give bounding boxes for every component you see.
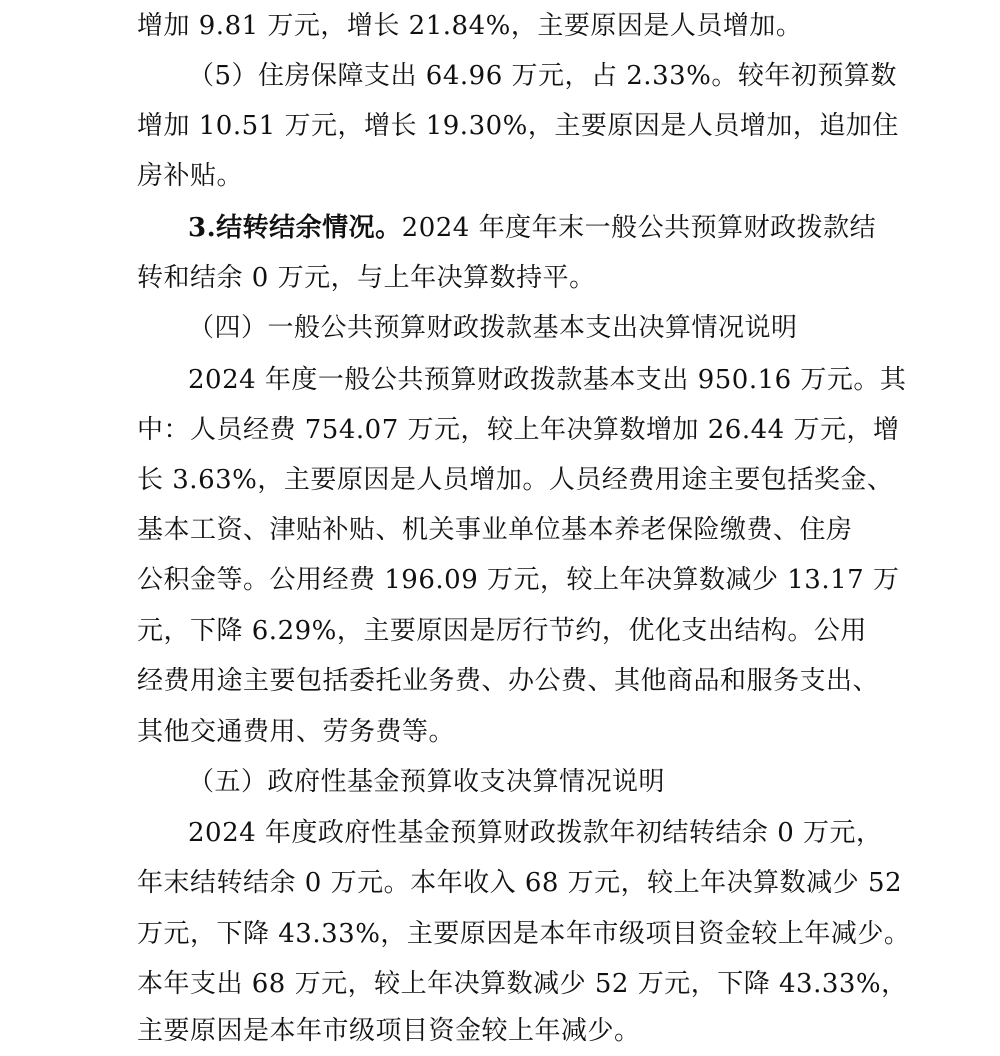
text-line	[137, 555, 1000, 605]
line-text: 增加 9.81 万元，增长 21.84%，主要原因是人员增加。	[137, 11, 803, 41]
heading-text: （五）政府性基金预算收支决算情况说明	[188, 767, 666, 797]
heading-text: （四）一般公共预算财政拨款基本支出决算情况说明	[188, 313, 798, 343]
line-text: 基本工资、津贴补贴、机关事业单位基本养老保险缴费、住房	[137, 515, 853, 545]
text-line	[137, 405, 1000, 455]
text-line	[137, 707, 1000, 757]
line-text: 本年支出 68 万元，较上年决算数减少 52 万元，下降 43.33%，	[137, 969, 908, 999]
line-text: 房补贴。	[137, 161, 244, 191]
text-line	[137, 909, 1000, 959]
line-text: 增加 10.51 万元，增长 19.30%，主要原因是人员增加，追加住	[137, 111, 899, 141]
line-text: 长 3.63%，主要原因是人员增加。人员经费用途主要包括奖金、	[137, 465, 894, 495]
line-text: 万元，下降 43.33%，主要原因是本年市级项目资金较上年减少。	[137, 919, 911, 949]
line-text: 中：人员经费 754.07 万元，较上年决算数增加 26.44 万元，增	[137, 415, 900, 445]
text-line	[137, 253, 1000, 303]
list-item-5-housing	[188, 51, 1000, 101]
line-text: 年末结转结余 0 万元。本年收入 68 万元，较上年决算数减少 52	[137, 868, 903, 898]
text-line	[137, 858, 1000, 908]
text-line	[137, 1006, 1000, 1056]
text-line	[137, 606, 1000, 656]
text-line	[137, 656, 1000, 706]
line-text: 公积金等。公用经费 196.09 万元，较上年决算数减少 13.17 万	[137, 565, 900, 595]
line-text: 转和结余 0 万元，与上年决算数持平。	[137, 263, 596, 293]
line-text: 2024 年度一般公共预算财政拨款基本支出 950.16 万元。其	[188, 365, 907, 395]
section-heading-4	[188, 303, 1000, 353]
section-lead-heading: 3.结转结余情况。	[188, 213, 402, 243]
text-line	[137, 959, 1000, 1009]
text-line	[188, 808, 1000, 858]
line-text: 主要原因是本年市级项目资金较上年减少。	[137, 1016, 641, 1046]
text-line	[137, 151, 1000, 201]
text-line	[137, 455, 1000, 505]
text-line	[188, 355, 1000, 405]
text-line	[137, 505, 1000, 555]
line-text: 2024 年度政府性基金预算财政拨款年初结转结余 0 万元，	[188, 818, 883, 848]
line-text: 经费用途主要包括委托业务费、办公费、其他商品和服务支出、	[137, 666, 880, 696]
line-text: 元，下降 6.29%，主要原因是厉行节约，优化支出结构。公用	[137, 616, 867, 646]
line-text: 其他交通费用、劳务费等。	[137, 717, 456, 747]
text-line	[137, 101, 1000, 151]
section-heading-5	[188, 757, 1000, 807]
carryover-paragraph	[188, 203, 1000, 253]
line-text: 2024 年度年末一般公共预算财政拨款结	[401, 213, 877, 243]
text-line	[137, 1, 1000, 51]
line-text: （5）住房保障支出 64.96 万元，占 2.33%。较年初预算数	[188, 61, 897, 91]
